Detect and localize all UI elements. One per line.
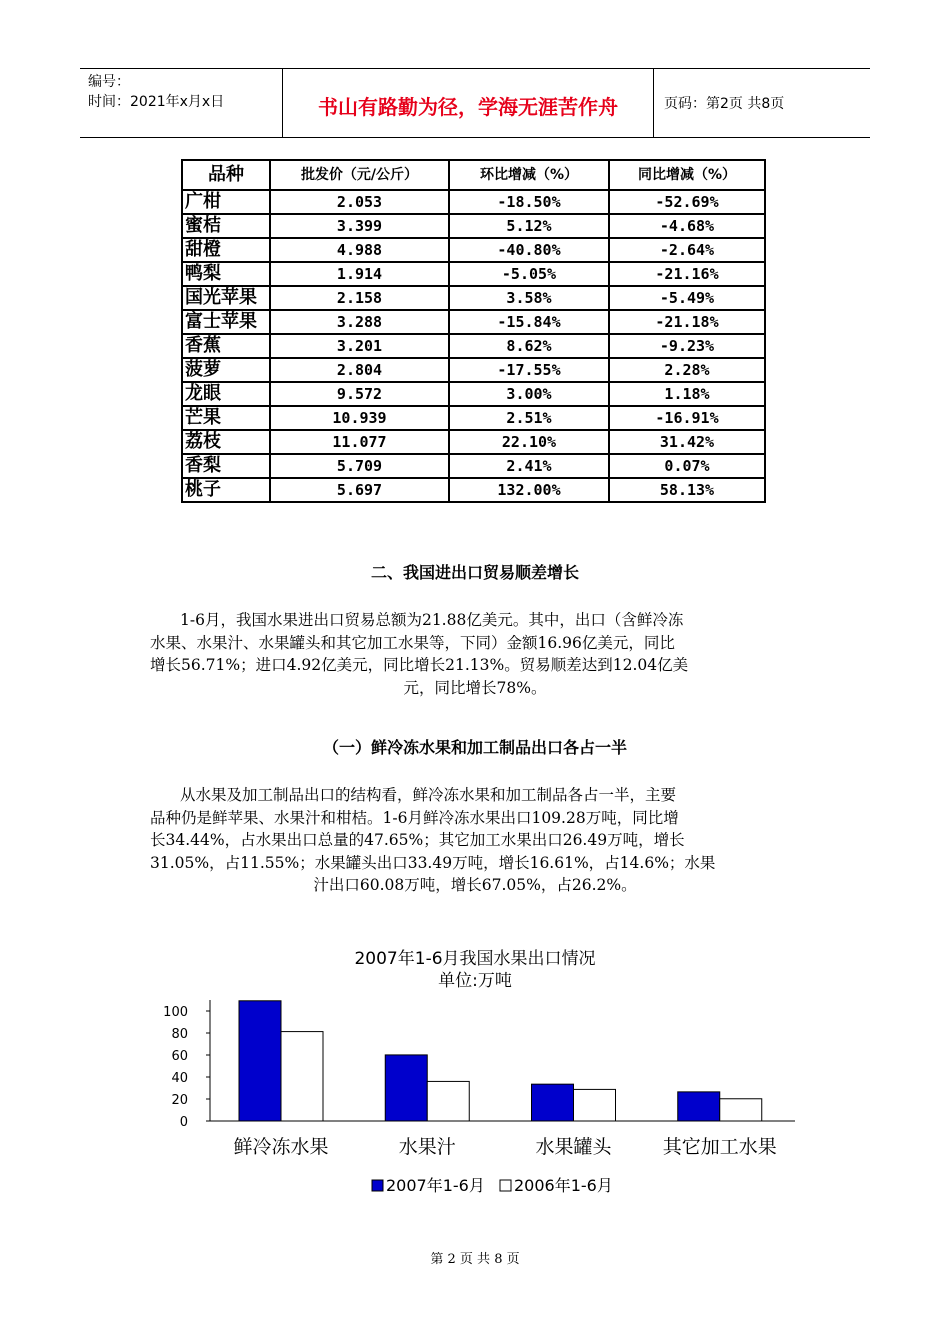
value-cell: -16.91% xyxy=(609,406,765,430)
y-tick-label: 100 xyxy=(163,1005,188,1020)
bar-2006 xyxy=(574,1089,616,1121)
value-cell: -4.68% xyxy=(609,214,765,238)
section-heading: 二、我国进出口贸易顺差增长 xyxy=(370,563,579,582)
table-row xyxy=(182,190,765,214)
paragraph-line: 元，同比增长78%。 xyxy=(403,678,547,697)
value-cell: 58.13% xyxy=(609,478,765,502)
variety-cell: 国光苹果 xyxy=(182,286,270,310)
variety-cell: 荔枝 xyxy=(182,430,270,454)
bar-2006 xyxy=(281,1032,323,1121)
value-cell: 10.939 xyxy=(270,406,449,430)
value-cell: 2.158 xyxy=(270,286,449,310)
table-row xyxy=(182,478,765,502)
variety-cell: 广柑 xyxy=(182,190,270,214)
value-cell: 4.988 xyxy=(270,238,449,262)
y-tick-label: 40 xyxy=(171,1071,188,1086)
paragraph-line: 1-6月，我国水果进出口贸易总额为21.88亿美元。其中，出口（含鲜冷冻 xyxy=(180,611,684,629)
x-category-label: 其它加工水果 xyxy=(662,1136,777,1158)
variety-cell: 芒果 xyxy=(182,406,270,430)
paragraph-line: 31.05%，占11.55%；水果罐头出口33.49万吨，增长16.61%，占14.6%；水果 xyxy=(150,853,716,872)
page-header xyxy=(80,68,870,138)
value-cell: 2.804 xyxy=(270,358,449,382)
legend-swatch xyxy=(372,1180,383,1191)
header-left-cell xyxy=(80,69,283,137)
bar-2007 xyxy=(239,1001,281,1121)
paragraph-line: 增长56.71%；进口4.92亿美元，同比增长21.13%。贸易顺差达到12.04亿美 xyxy=(150,656,689,674)
value-cell: 3.58% xyxy=(449,286,609,310)
section-paragraph xyxy=(150,609,800,699)
subsection-paragraph xyxy=(150,784,800,897)
export-bar-chart xyxy=(150,990,810,1205)
value-cell: 3.288 xyxy=(270,310,449,334)
motto-text: 书山有路勤为径，学海无涯苦作舟 xyxy=(318,95,618,119)
value-cell: 5.697 xyxy=(270,478,449,502)
value-cell: -2.64% xyxy=(609,238,765,262)
value-cell: 22.10% xyxy=(449,430,609,454)
value-cell: 11.077 xyxy=(270,430,449,454)
table-header-mom: 环比增减（%） xyxy=(449,160,609,190)
table-row xyxy=(182,238,765,262)
variety-cell: 鸭梨 xyxy=(182,262,270,286)
value-cell: -15.84% xyxy=(449,310,609,334)
value-cell: 5.12% xyxy=(449,214,609,238)
value-cell: -18.50% xyxy=(449,190,609,214)
table-row xyxy=(182,382,765,406)
variety-cell: 香蕉 xyxy=(182,334,270,358)
bar-2007 xyxy=(678,1092,720,1121)
variety-cell: 富士苹果 xyxy=(182,310,270,334)
paragraph-line: 长34.44%，占水果出口总量的47.65%；其它加工水果出口26.49万吨，增长 xyxy=(150,831,685,849)
bar-2006 xyxy=(720,1099,762,1121)
table-header-variety: 品种 xyxy=(182,160,270,190)
variety-cell: 桃子 xyxy=(182,478,270,502)
paragraph-line: 品种仍是鲜苹果、水果汁和柑桔。1-6月鲜冷冻水果出口109.28万吨，同比增 xyxy=(150,808,679,827)
value-cell: 1.18% xyxy=(609,382,765,406)
value-cell: 0.07% xyxy=(609,454,765,478)
chart-subtitle: 单位:万吨 xyxy=(438,971,512,991)
table-header-price: 批发价（元/公斤） xyxy=(270,160,449,190)
page-info: 页码：第2页 共8页 xyxy=(664,96,785,112)
x-category-label: 水果汁 xyxy=(398,1136,456,1158)
bar-2006 xyxy=(427,1081,469,1121)
header-motto-cell xyxy=(283,69,654,137)
value-cell: -5.05% xyxy=(449,262,609,286)
value-cell: -5.49% xyxy=(609,286,765,310)
chart-title: 2007年1-6月我国水果出口情况 xyxy=(354,949,596,969)
value-cell: 2.41% xyxy=(449,454,609,478)
page-footer: 第 2 页 共 8 页 xyxy=(430,1252,520,1267)
legend-swatch xyxy=(500,1180,511,1191)
table-body xyxy=(182,190,765,502)
value-cell: -21.16% xyxy=(609,262,765,286)
table-row xyxy=(182,286,765,310)
x-category-label: 鲜冷冻水果 xyxy=(233,1136,329,1158)
paragraph-line: 水果、水果汁、水果罐头和其它加工水果等，下同）金额16.96亿美元，同比 xyxy=(150,633,675,652)
bar-2007 xyxy=(385,1055,427,1121)
y-tick-label: 20 xyxy=(171,1093,188,1108)
time-label: 时间：2021年x月x日 xyxy=(88,94,225,110)
table-header-row xyxy=(182,160,765,190)
value-cell: 132.00% xyxy=(449,478,609,502)
table-row xyxy=(182,214,765,238)
paragraph-line: 汁出口60.08万吨，增长67.05%，占26.2%。 xyxy=(313,876,637,894)
x-category-label: 水果罐头 xyxy=(535,1136,612,1158)
value-cell: 31.42% xyxy=(609,430,765,454)
value-cell: -52.69% xyxy=(609,190,765,214)
table-row xyxy=(182,310,765,334)
table-row xyxy=(182,430,765,454)
value-cell: -40.80% xyxy=(449,238,609,262)
value-cell: 2.053 xyxy=(270,190,449,214)
number-label: 编号： xyxy=(88,74,130,90)
value-cell: -21.18% xyxy=(609,310,765,334)
variety-cell: 菠萝 xyxy=(182,358,270,382)
value-cell: 3.201 xyxy=(270,334,449,358)
variety-cell: 甜橙 xyxy=(182,238,270,262)
value-cell: 2.28% xyxy=(609,358,765,382)
table-row xyxy=(182,334,765,358)
value-cell: 9.572 xyxy=(270,382,449,406)
value-cell: 2.51% xyxy=(449,406,609,430)
value-cell: -9.23% xyxy=(609,334,765,358)
value-cell: 5.709 xyxy=(270,454,449,478)
value-cell: 3.00% xyxy=(449,382,609,406)
table-row xyxy=(182,358,765,382)
y-tick-label: 60 xyxy=(171,1049,188,1064)
value-cell: 1.914 xyxy=(270,262,449,286)
legend-label: 2007年1-6月 xyxy=(386,1176,485,1195)
value-cell: -17.55% xyxy=(449,358,609,382)
variety-cell: 蜜桔 xyxy=(182,214,270,238)
table-row xyxy=(182,406,765,430)
bar-2007 xyxy=(532,1084,574,1121)
table-header-yoy: 同比增减（%） xyxy=(609,160,765,190)
variety-cell: 龙眼 xyxy=(182,382,270,406)
subsection-heading: （一）鲜冷冻水果和加工制品出口各占一半 xyxy=(322,738,627,757)
fruit-price-table xyxy=(181,159,766,503)
legend-label: 2006年1-6月 xyxy=(514,1176,613,1195)
header-page-cell xyxy=(654,69,870,137)
value-cell: 3.399 xyxy=(270,214,449,238)
value-cell: 8.62% xyxy=(449,334,609,358)
table-row xyxy=(182,262,765,286)
y-tick-label: 80 xyxy=(171,1027,188,1042)
y-tick-label: 0 xyxy=(179,1115,188,1130)
table-row xyxy=(182,454,765,478)
paragraph-line: 从水果及加工制品出口的结构看，鲜冷冻水果和加工制品各占一半，主要 xyxy=(180,786,677,804)
variety-cell: 香梨 xyxy=(182,454,270,478)
